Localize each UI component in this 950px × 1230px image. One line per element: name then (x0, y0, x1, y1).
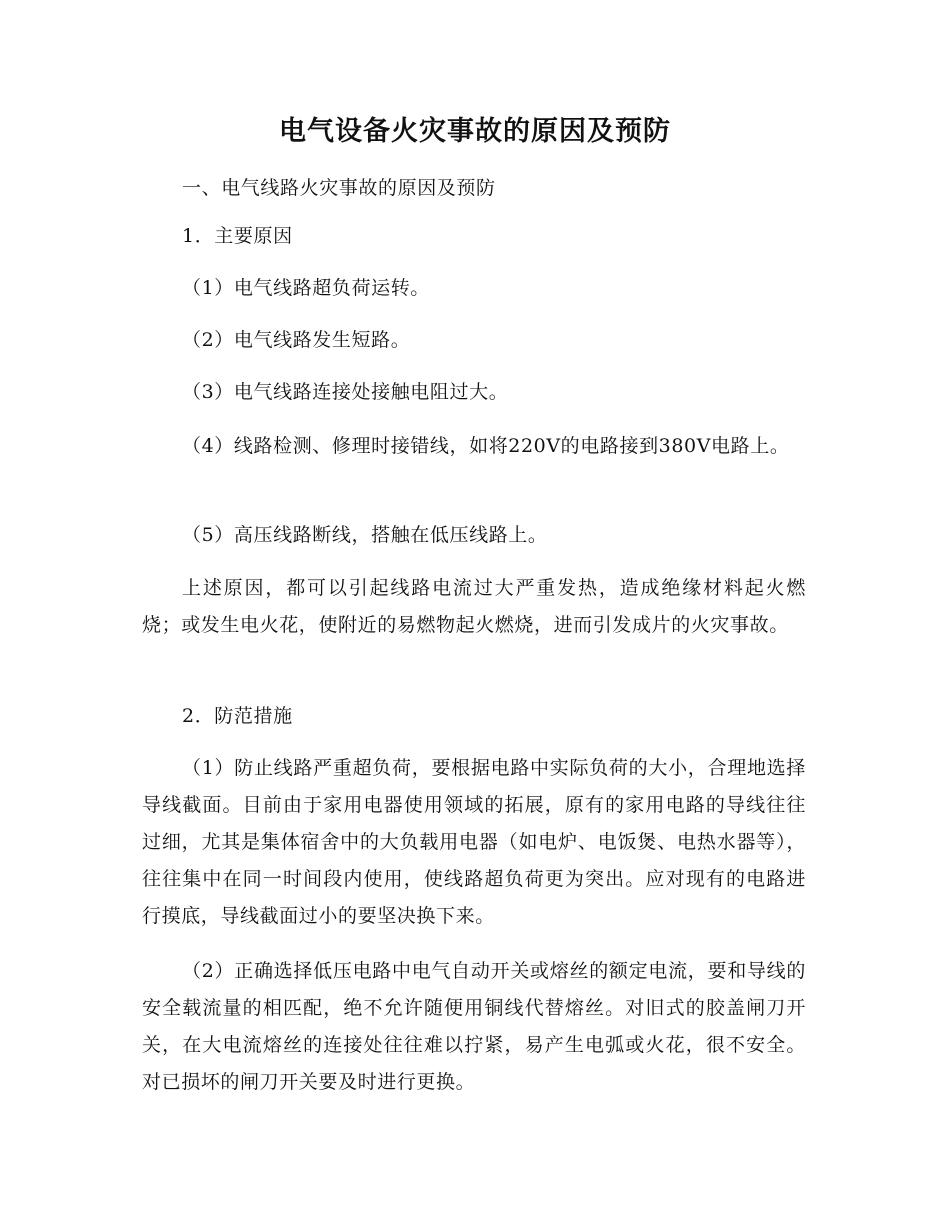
section-heading: 一、电气线路火灾事故的原因及预防 (182, 177, 496, 199)
measure-item: （1）防止线路严重超负荷，要根据电路中实际负荷的大小，合理地选择导线截面。目前由于家用电器使用领域的拓展，原有的家用电路的导线往往过细，尤其是集体宿舍中的大负载用电器（如电炉、电饭煲、电热水器等），往往集中在同一时间段内使用，使线路超负荷更为突出。应对现有的电路进行摸底，导线截面过小的要坚决换下来。 (142, 757, 806, 927)
cause-item: （2）电气线路发生短路。 (182, 329, 411, 351)
cause-item: （1）电气线路超负荷运转。 (182, 277, 430, 299)
summary-paragraph: 上述原因，都可以引起线路电流过大严重发热，造成绝缘材料起火燃烧；或发生电火花，使附近的易燃物起火燃烧，进而引发成片的火灾事故。 (142, 577, 806, 636)
subsection-heading-causes: 1．主要原因 (182, 225, 293, 247)
cause-item: （5）高压线路断线，搭触在低压线路上。 (182, 524, 548, 546)
cause-item: （3）电气线路连接处接触电阻过大。 (182, 381, 509, 403)
page-title: 电气设备火灾事故的原因及预防 (279, 116, 671, 147)
subsection-heading-measures: 2．防范措施 (182, 705, 293, 727)
cause-item: （4）线路检测、修理时接错线，如将220V的电路接到380V电路上。 (182, 435, 790, 457)
measure-item: （2）正确选择低压电路中电气自动开关或熔丝的额定电流，要和导线的安全载流量的相匹配，绝不允许随便用铜线代替熔丝。对旧式的胶盖闸刀开关，在大电流熔丝的连接处往往难以拧紧，易产生电弧或火花，很不安全。对已损坏的闸刀开关要及时进行更换。 (142, 960, 806, 1093)
